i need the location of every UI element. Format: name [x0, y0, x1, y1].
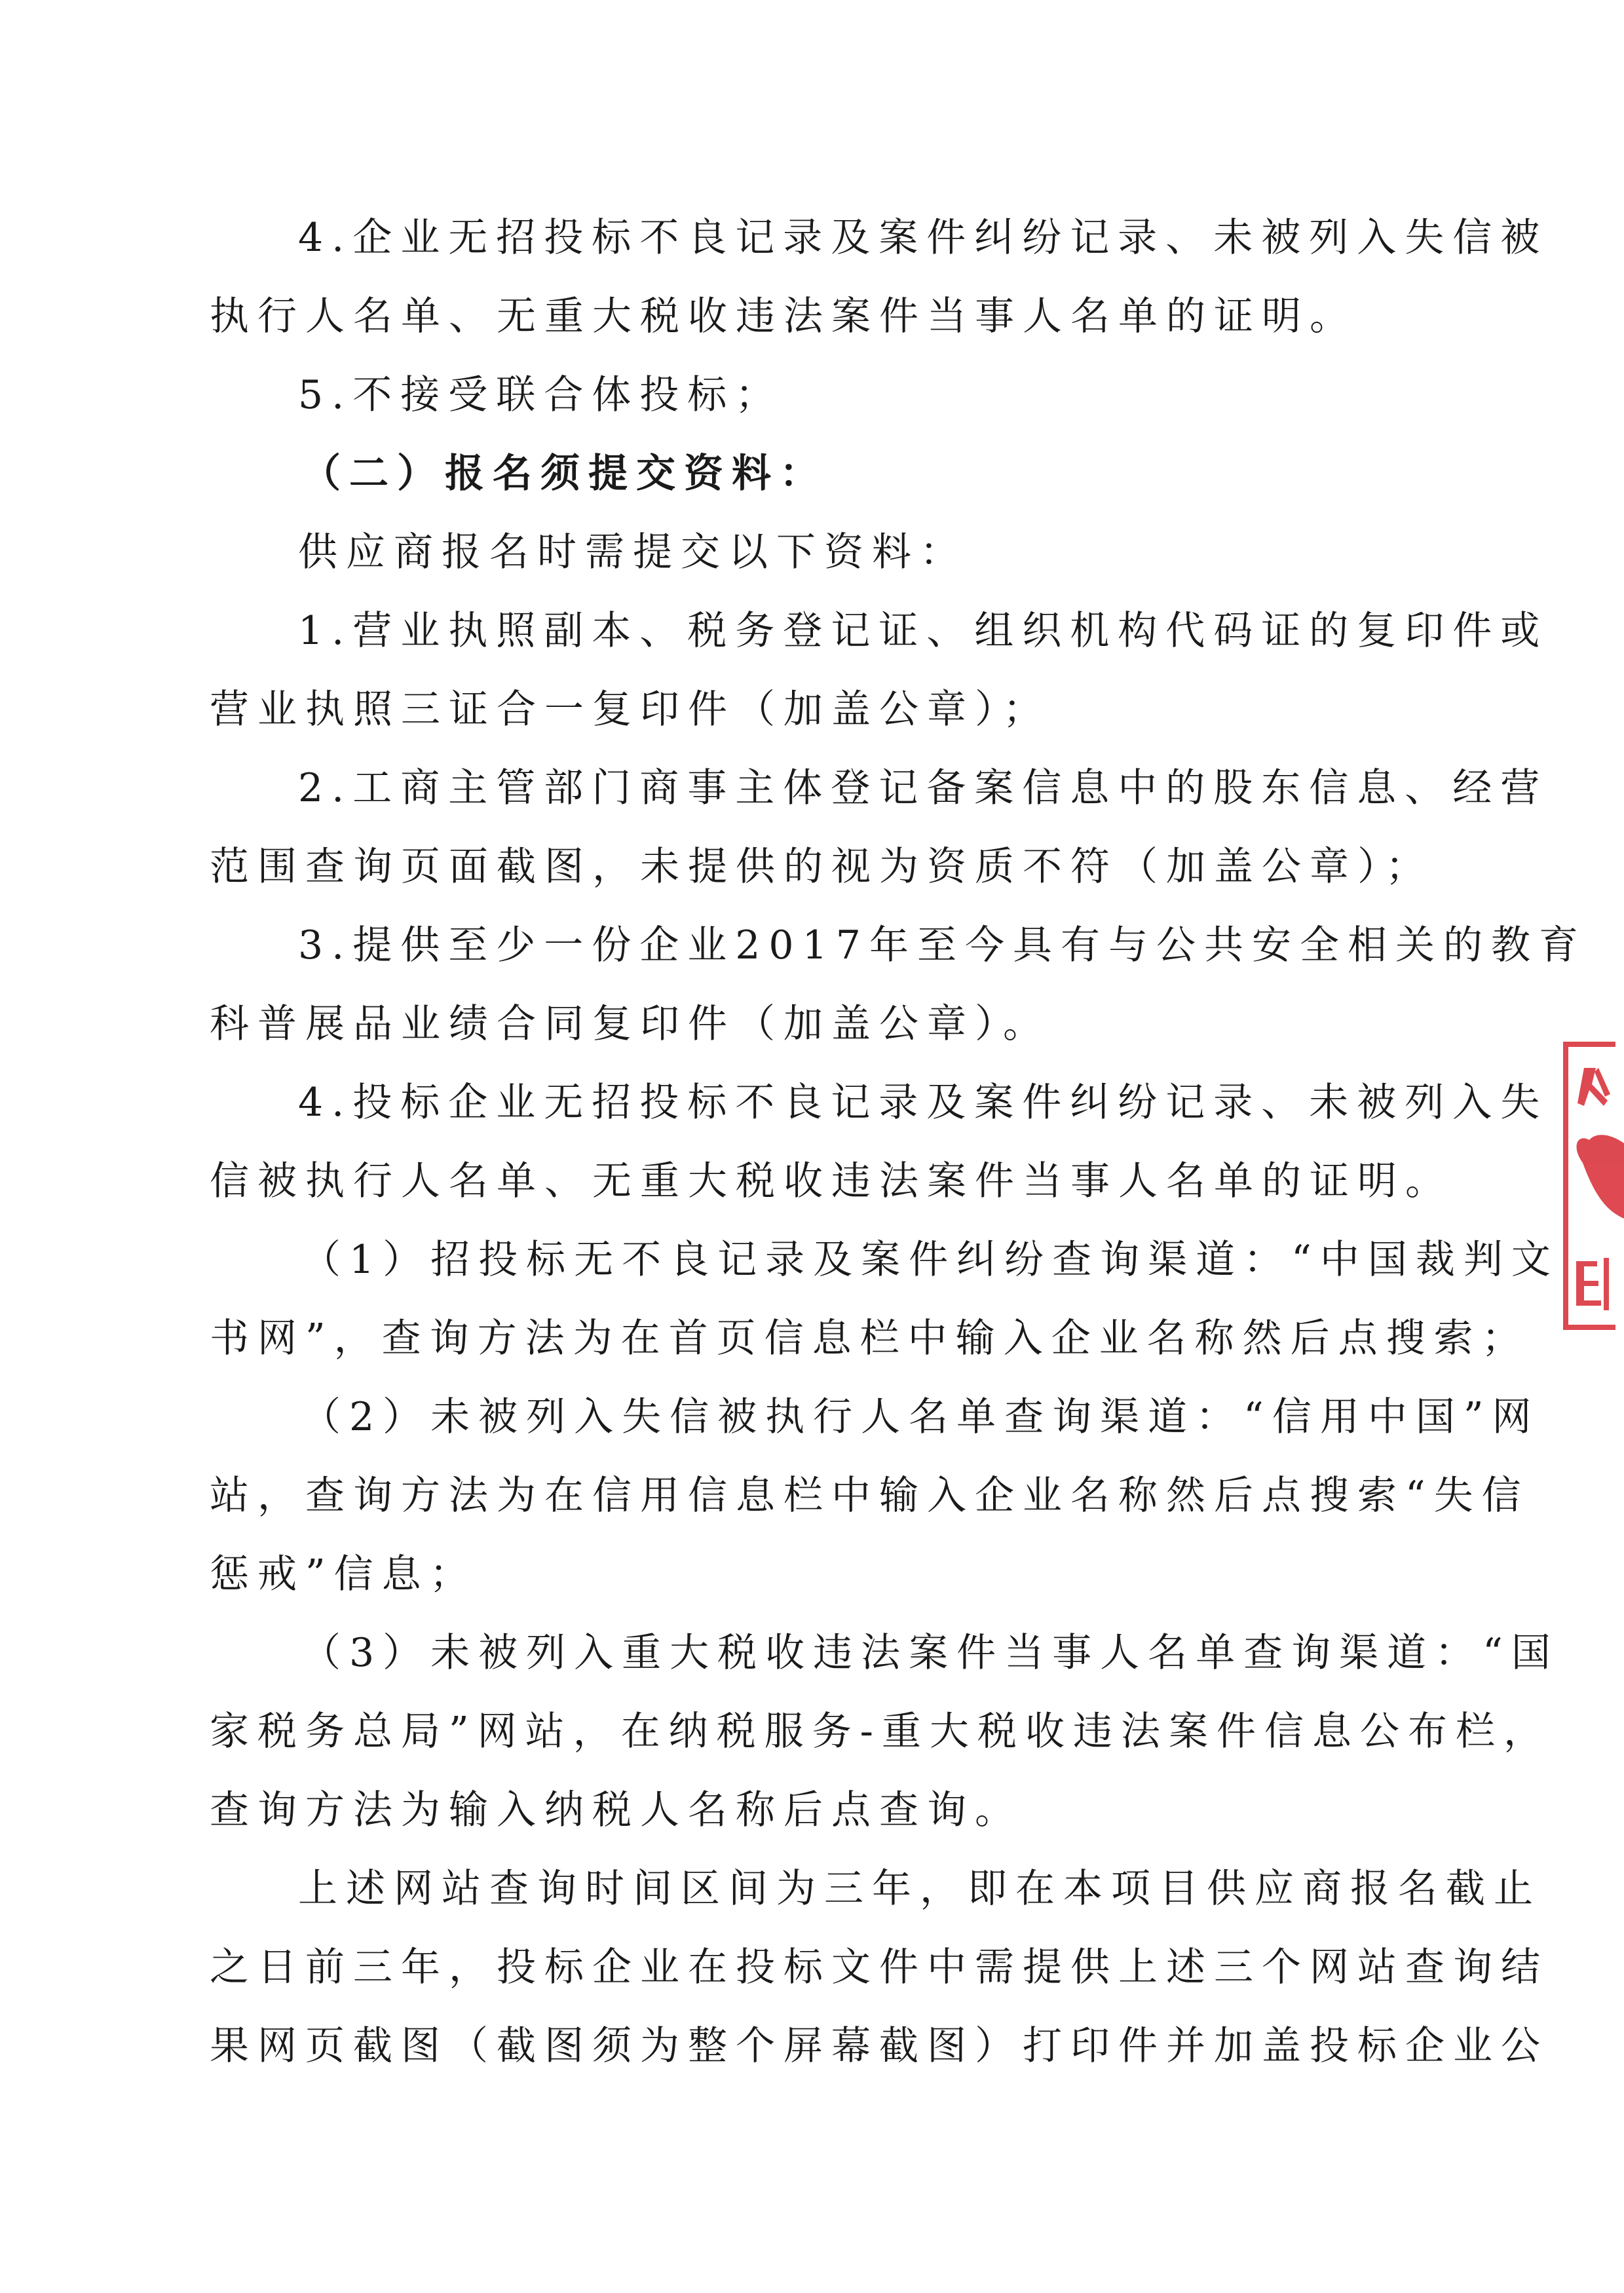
text-line: 之日前三年，投标企业在投标文件中需提供上述三个网站查询结 [210, 1944, 1549, 1990]
text-line: 果网页截图（截图须为整个屏幕截图）打印件并加盖投标企业公 [210, 2023, 1549, 2069]
text-line: 书网”，查询方法为在首页信息栏中输入企业名称然后点搜索； [210, 1316, 1530, 1361]
text-line: 科普展品业绩合同复印件（加盖公章）。 [210, 1001, 1051, 1047]
text-line: （1）招投标无不良记录及案件纠纷查询渠道：“中国裁判文 [301, 1237, 1559, 1283]
official-seal-stamp [1558, 1022, 1624, 1350]
text-line: 家税务总局”网站，在纳税服务-重大税收违法案件信息公布栏， [210, 1709, 1551, 1754]
text-line: 营业执照三证合一复印件（加盖公章）； [210, 687, 1051, 732]
text-line: 执行人名单、无重大税收违法案件当事人名单的证明。 [210, 294, 1357, 339]
text-line: 站，查询方法为在信用信息栏中输入企业名称然后点搜索“失信 [210, 1473, 1530, 1519]
text-line: 范围查询页面截图，未提供的视为资质不符（加盖公章）； [210, 844, 1433, 890]
text-line: 4.投标企业无招投标不良记录及案件纠纷记录、未被列入失 [298, 1080, 1549, 1126]
text-line: （2）未被列入失信被执行人名单查询渠道：“信用中国”网 [301, 1394, 1540, 1440]
text-line: 上述网站查询时间区间为三年，即在本项目供应商报名截止 [298, 1866, 1541, 1912]
text-line: 5.不接受联合体投标； [298, 372, 784, 418]
text-line: 2.工商主管部门商事主体登记备案信息中的股东信息、经营 [298, 765, 1549, 811]
text-line: 3.提供至少一份企业2017年至今具有与公共安全相关的教育 [298, 922, 1587, 968]
text-line: 1.营业执照副本、税务登记证、组织机构代码证的复印件或 [298, 608, 1549, 654]
section-heading: （二）报名须提交资料： [301, 451, 827, 497]
text-line: 查询方法为输入纳税人名称后点查询。 [210, 1787, 1023, 1833]
text-line: 惩戒”信息； [210, 1551, 478, 1597]
text-line: 供应商报名时需提交以下资料： [298, 529, 968, 575]
text-line: 信被执行人名单、无重大税收违法案件当事人名单的证明。 [210, 1158, 1453, 1204]
text-line: 4.企业无招投标不良记录及案件纠纷记录、未被列入失信被 [298, 215, 1549, 261]
text-line: （3）未被列入重大税收违法案件当事人名单查询渠道：“国 [301, 1630, 1559, 1676]
